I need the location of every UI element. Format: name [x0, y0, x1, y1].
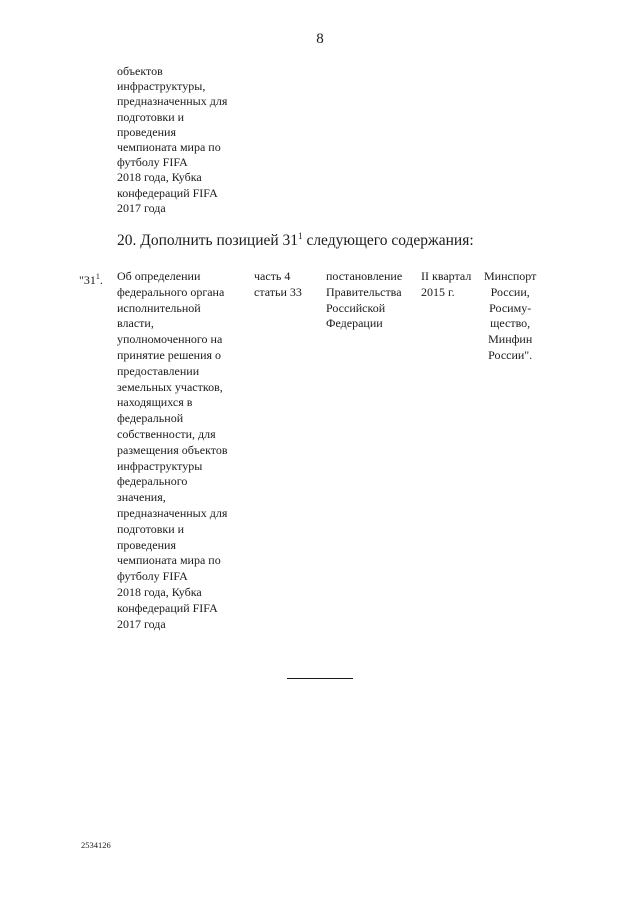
heading-text-end: следующего содержания:: [302, 232, 474, 249]
text-line: постановление: [326, 269, 403, 283]
text-line: инфраструктуры,: [117, 79, 206, 94]
text-line: статьи 33: [254, 284, 302, 299]
row-legal-reference: [254, 269, 302, 301]
text-line: предоставлении: [117, 363, 200, 378]
heading-text: 20. Дополнить позицией 31: [117, 232, 299, 249]
text-line: Минспорт: [484, 269, 537, 283]
text-line: Правительства: [326, 284, 402, 299]
text-line: проведения: [117, 124, 176, 139]
text-line: конфедераций FIFA: [117, 600, 218, 615]
text-line: щество,: [490, 316, 531, 331]
text-line: уполномоченного на: [117, 332, 223, 347]
text-line: чемпионата мира по: [117, 140, 221, 155]
text-line: земельных участков,: [117, 379, 223, 394]
text-line: чемпионата мира по: [117, 553, 221, 568]
text-line: находящихся в: [117, 395, 193, 410]
text-line: федерального органа: [117, 284, 225, 299]
text-line: Об определении: [117, 269, 201, 283]
text-line: подготовки и: [117, 521, 185, 536]
text-line: размещения объектов: [117, 442, 228, 457]
text-line: Российской: [326, 300, 386, 315]
text-line: предназначенных для: [117, 94, 228, 109]
row-responsible-agencies: [484, 269, 536, 364]
text-line: власти,: [117, 316, 154, 331]
text-line: инфраструктуры: [117, 458, 203, 473]
row-deadline: [421, 269, 471, 301]
text-line: 2018 года, Кубка: [117, 584, 202, 599]
document-code: 2534126: [81, 840, 111, 850]
text-line: России".: [488, 347, 533, 362]
section-heading: [117, 231, 474, 250]
row-number-suffix: .: [99, 273, 103, 287]
end-divider: [287, 678, 353, 679]
text-line: Минфин: [488, 332, 533, 347]
text-line: Росиму-: [489, 300, 532, 315]
text-line: конфедераций FIFA: [117, 185, 218, 200]
text-line: проведения: [117, 537, 176, 552]
text-line: России,: [490, 284, 530, 299]
page-number: 8: [316, 31, 324, 47]
row-number-main: "31: [79, 273, 96, 287]
text-line: предназначенных для: [117, 505, 228, 520]
text-line: футболу FIFA: [117, 155, 188, 170]
text-line: футболу FIFA: [117, 569, 188, 584]
text-line: федеральной: [117, 411, 184, 426]
text-line: значения,: [117, 490, 166, 505]
row-number: [79, 269, 103, 289]
row-number-superscript: 1: [95, 272, 100, 281]
text-line: исполнительной: [117, 300, 201, 315]
continued-description: [117, 64, 257, 216]
text-line: подготовки и: [117, 109, 185, 124]
row-document-type: [326, 269, 402, 332]
text-line: объектов: [117, 64, 163, 78]
text-line: 2018 года, Кубка: [117, 170, 202, 185]
text-line: 2017 года: [117, 200, 166, 215]
text-line: Федерации: [326, 316, 383, 331]
heading-superscript: 1: [298, 231, 303, 241]
text-line: часть 4: [254, 269, 291, 283]
text-line: 2015 г.: [421, 284, 455, 299]
text-line: федерального: [117, 474, 188, 489]
text-line: 2017 года: [117, 616, 166, 631]
text-line: принятие решения о: [117, 347, 222, 362]
row-description: [117, 269, 247, 632]
text-line: II квартал: [421, 269, 472, 283]
text-line: собственности, для: [117, 426, 216, 441]
